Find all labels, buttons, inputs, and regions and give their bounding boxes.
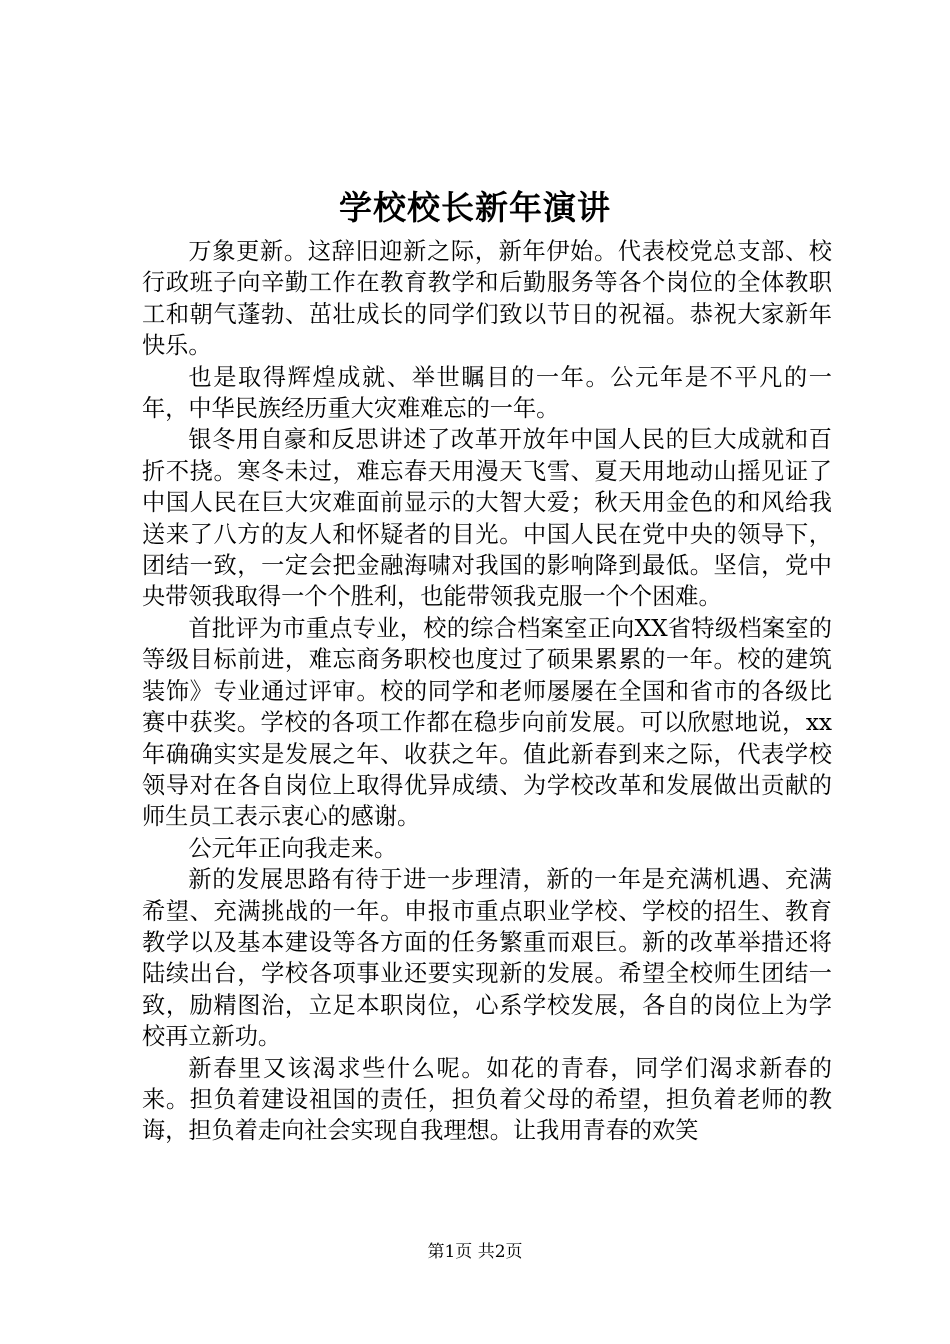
paragraph: 银冬用自豪和反思讲述了改革开放年中国人民的巨大成就和百折不挠。寒冬未过，难忘春天用漫天飞雪、夏天用地动山摇见证了中国人民在巨大灾难面前显示的大智大爱；秋天用金色的和风给我送来了八方的友人和怀疑者的目光。中国人民在党中央的领导下，团结一致，一定会把金融海啸对我国的影响降到最低。坚信，党中央带领我取得一个个胜利，也能带领我克服一个个困难。 [142,426,832,611]
paragraph: 公元年正向我走来。 [188,834,398,862]
paragraph: 也是取得辉煌成就、举世瞩目的一年。公元年是不平凡的一年，中华民族经历重大灾难难忘的一年。 [142,363,832,423]
page-footer: 第1页 共2页 [427,1242,523,1262]
paragraph: 首批评为市重点专业，校的综合档案室正向XX省特级档案室的等级目标前进，难忘商务职校也度过了硕果累累的一年。校的建筑装饰》专业通过评审。校的同学和老师屡屡在全国和省市的各级比赛中获奖。学校的各项工作都在稳步向前发展。可以欣慰地说，xx年确确实实是发展之年、收获之年。值此新春到来之际，代表学校领导对在各自岗位上取得优异成绩、为学校改革和发展做出贡献的师生员工表示衷心的感谢。 [142,614,832,831]
paragraph: 新春里又该渴求些什么呢。如花的青春，同学们渴求新春的来。担负着建设祖国的责任，担负着父母的希望，担负着老师的教诲，担负着走向社会实现自我理想。让我用青春的欢笑 [142,1054,832,1145]
document-title: 学校校长新年演讲 [339,188,611,227]
document-body [142,236,832,1147]
paragraph: 新的发展思路有待于进一步理清，新的一年是充满机遇、充满希望、充满挑战的一年。申报市重点职业学校、学校的招生、教育教学以及基本建设等各方面的任务繁重而艰巨。新的改革举措还将陆续出台，学校各项事业还要实现新的发展。希望全校师生团结一致，励精图治，立足本职岗位，心系学校发展，各自的岗位上为学校再立新功。 [142,866,832,1051]
paragraph: 万象更新。这辞旧迎新之际，新年伊始。代表校党总支部、校行政班子向辛勤工作在教育教学和后勤服务等各个岗位的全体教职工和朝气蓬勃、茁壮成长的同学们致以节日的祝福。恭祝大家新年快乐。 [142,238,832,360]
